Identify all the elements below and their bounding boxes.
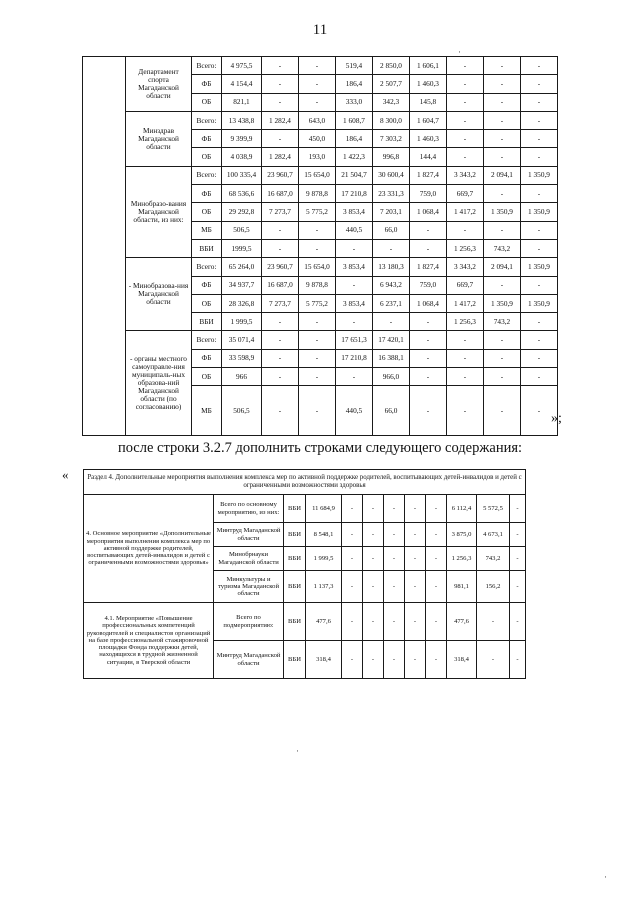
value-cell: - xyxy=(484,57,521,75)
value-cell: 2 507,7 xyxy=(373,75,410,93)
value-cell: 1 606,1 xyxy=(410,57,447,75)
executor-cell: Минкультуры и туризма Магаданской области xyxy=(214,571,284,603)
value-cell: - xyxy=(447,331,484,349)
value-cell: - xyxy=(484,276,521,294)
value-cell: - xyxy=(510,523,526,547)
value-cell: 1 350,9 xyxy=(521,203,558,221)
total-cell: 318,4 xyxy=(306,641,342,679)
value-cell: - xyxy=(373,239,410,257)
value-cell: - xyxy=(262,239,299,257)
value-cell: - xyxy=(299,75,336,93)
value-cell: 9 399,9 xyxy=(222,130,262,148)
value-cell: - xyxy=(484,368,521,386)
funding-source-cell: ОБ xyxy=(192,294,222,312)
value-cell: 1 350,9 xyxy=(521,258,558,276)
executor-cell: Минтруд Магаданской области xyxy=(214,641,284,679)
value-cell: - xyxy=(447,130,484,148)
table-row xyxy=(83,111,558,129)
value-cell: - xyxy=(477,641,510,679)
value-cell: 3 343,2 xyxy=(447,166,484,184)
value-cell: 4 975,5 xyxy=(222,57,262,75)
value-cell: - xyxy=(363,641,384,679)
value-cell: 4 154,4 xyxy=(222,75,262,93)
value-cell: 1 350,9 xyxy=(521,294,558,312)
value-cell: 17 651,3 xyxy=(336,331,373,349)
value-cell: 33 598,9 xyxy=(222,349,262,367)
value-cell: 506,5 xyxy=(222,386,262,436)
value-cell: - xyxy=(262,93,299,111)
value-cell: - xyxy=(405,603,426,641)
table-row xyxy=(83,331,558,349)
value-cell: 743,2 xyxy=(484,313,521,331)
value-cell: 759,0 xyxy=(410,185,447,203)
value-cell: 17 210,8 xyxy=(336,349,373,367)
value-cell: 6 943,2 xyxy=(373,276,410,294)
value-cell: - xyxy=(484,148,521,166)
value-cell: 3 853,4 xyxy=(336,203,373,221)
value-cell: 506,5 xyxy=(222,221,262,239)
funding-source-cell: МБ xyxy=(192,221,222,239)
scan-mark: · xyxy=(458,47,461,57)
value-cell: - xyxy=(384,523,405,547)
value-cell: 7 303,2 xyxy=(373,130,410,148)
value-cell: - xyxy=(342,571,363,603)
value-cell: 13 438,8 xyxy=(222,111,262,129)
total-cell: 1 137,3 xyxy=(306,571,342,603)
value-cell: 1 999,5 xyxy=(222,313,262,331)
value-cell: - xyxy=(363,571,384,603)
value-cell: - xyxy=(262,75,299,93)
value-cell: 1 422,3 xyxy=(336,148,373,166)
value-cell: 440,5 xyxy=(336,386,373,436)
value-cell: 4 673,1 xyxy=(477,523,510,547)
value-cell: - xyxy=(336,368,373,386)
value-cell: - xyxy=(363,547,384,571)
value-cell: - xyxy=(262,221,299,239)
value-cell: - xyxy=(262,130,299,148)
value-cell: 1 282,4 xyxy=(262,111,299,129)
value-cell: - xyxy=(342,523,363,547)
value-cell: 3 853,4 xyxy=(336,294,373,312)
value-cell: - xyxy=(426,641,447,679)
value-cell: - xyxy=(299,93,336,111)
value-cell: 1 068,4 xyxy=(410,294,447,312)
value-cell: 145,8 xyxy=(410,93,447,111)
value-cell: - xyxy=(384,495,405,523)
value-cell: 669,7 xyxy=(447,276,484,294)
value-cell: 2 094,1 xyxy=(484,166,521,184)
funding-source-cell: ФБ xyxy=(192,75,222,93)
value-cell: 186,4 xyxy=(336,130,373,148)
funding-source-cell: ОБ xyxy=(192,203,222,221)
funding-source-cell: МБ xyxy=(192,386,222,436)
value-cell: 759,0 xyxy=(410,276,447,294)
scan-mark: · xyxy=(296,746,299,756)
funding-source-cell: Всего: xyxy=(192,258,222,276)
funding-source-cell: ФБ xyxy=(192,185,222,203)
value-cell: 318,4 xyxy=(447,641,477,679)
value-cell: 1 350,9 xyxy=(521,166,558,184)
value-cell: - xyxy=(447,57,484,75)
value-cell: 66,0 xyxy=(373,386,410,436)
value-cell: 16 687,0 xyxy=(262,276,299,294)
measure-title-cell: 4.1. Мероприятие «Повышение профессиональных компетенций руководителей и специалистов организаций на базе профессиональной стажировочной площадки Фонда поддержки детей, находящихся в трудной жизненной ситуации, в Тверской области xyxy=(84,603,214,679)
value-cell: - xyxy=(299,386,336,436)
value-cell: 68 536,6 xyxy=(222,185,262,203)
value-cell: - xyxy=(521,239,558,257)
executor-cell: Департамент спорта Магаданской области xyxy=(126,57,192,112)
value-cell: 1 417,2 xyxy=(447,294,484,312)
value-cell: - xyxy=(373,313,410,331)
table-row xyxy=(83,258,558,276)
value-cell: - xyxy=(484,93,521,111)
value-cell: - xyxy=(426,571,447,603)
value-cell: - xyxy=(336,239,373,257)
value-cell: - xyxy=(484,185,521,203)
value-cell: 743,2 xyxy=(477,547,510,571)
total-cell: 477,6 xyxy=(306,603,342,641)
value-cell: 28 326,8 xyxy=(222,294,262,312)
executor-cell: Всего по основному мероприятию, из них: xyxy=(214,495,284,523)
value-cell: - xyxy=(521,75,558,93)
funding-source-cell: ВБИ xyxy=(284,603,306,641)
value-cell: 186,4 xyxy=(336,75,373,93)
value-cell: - xyxy=(299,239,336,257)
value-cell: 100 335,4 xyxy=(222,166,262,184)
value-cell: 1999,5 xyxy=(222,239,262,257)
value-cell: - xyxy=(384,571,405,603)
value-cell: - xyxy=(299,331,336,349)
value-cell: - xyxy=(521,313,558,331)
value-cell: 17 210,8 xyxy=(336,185,373,203)
measure-title-cell: 4. Основное мероприятие «Дополнительные мероприятия выполнения комплекса мер по активной поддержке родителей, воспитывающих детей-инвалидов и детей с ограниченными возможностями здоровья» xyxy=(84,495,214,603)
funding-source-cell: Всего: xyxy=(192,111,222,129)
value-cell: - xyxy=(342,603,363,641)
value-cell: - xyxy=(299,313,336,331)
value-cell: - xyxy=(405,641,426,679)
value-cell: - xyxy=(521,276,558,294)
insertion-sentence: после строки 3.2.7 дополнить строками следующего содержания: xyxy=(117,440,523,456)
value-cell: - xyxy=(405,495,426,523)
executor-cell: - Минобразова-ния Магаданской области xyxy=(126,258,192,331)
value-cell: - xyxy=(426,495,447,523)
value-cell: - xyxy=(384,547,405,571)
value-cell: 7 273,7 xyxy=(262,294,299,312)
value-cell: 1 256,3 xyxy=(447,313,484,331)
value-cell: - xyxy=(262,57,299,75)
value-cell: 743,2 xyxy=(484,239,521,257)
value-cell: 7 273,7 xyxy=(262,203,299,221)
value-cell: - xyxy=(521,111,558,129)
executor-cell: Минздрав Магаданской области xyxy=(126,111,192,166)
value-cell: - xyxy=(447,221,484,239)
value-cell: - xyxy=(447,349,484,367)
value-cell: - xyxy=(426,523,447,547)
funding-source-cell: ОБ xyxy=(192,148,222,166)
value-cell: 342,3 xyxy=(373,93,410,111)
value-cell: - xyxy=(510,641,526,679)
value-cell: - xyxy=(262,313,299,331)
value-cell: 144,4 xyxy=(410,148,447,166)
value-cell: 16 388,1 xyxy=(373,349,410,367)
funding-source-cell: ВБИ xyxy=(284,495,306,523)
value-cell: - xyxy=(410,221,447,239)
value-cell: - xyxy=(484,349,521,367)
page-number: 11 xyxy=(312,22,328,38)
funding-source-cell: ФБ xyxy=(192,130,222,148)
value-cell: - xyxy=(363,603,384,641)
value-cell: - xyxy=(299,57,336,75)
value-cell: 440,5 xyxy=(336,221,373,239)
value-cell: - xyxy=(299,368,336,386)
total-cell: 1 999,5 xyxy=(306,547,342,571)
value-cell: - xyxy=(510,547,526,571)
funding-source-cell: Всего: xyxy=(192,331,222,349)
value-cell: - xyxy=(410,386,447,436)
value-cell: - xyxy=(521,331,558,349)
value-cell: - xyxy=(447,386,484,436)
value-cell: - xyxy=(262,349,299,367)
value-cell: - xyxy=(299,221,336,239)
value-cell: 35 071,4 xyxy=(222,331,262,349)
value-cell: - xyxy=(342,641,363,679)
section-header: Раздел 4. Дополнительные мероприятия выполнения комплекса мер по активной поддержке родителей, воспитывающих детей-инвалидов и детей с ограниченными возможностями здоровья xyxy=(84,470,526,495)
value-cell: 193,0 xyxy=(299,148,336,166)
funding-source-cell: ВБИ xyxy=(192,239,222,257)
value-cell: - xyxy=(405,523,426,547)
value-cell: - xyxy=(363,495,384,523)
value-cell: 1 608,7 xyxy=(336,111,373,129)
value-cell: 1 350,9 xyxy=(484,294,521,312)
value-cell: 23 960,7 xyxy=(262,166,299,184)
value-cell: 1 068,4 xyxy=(410,203,447,221)
value-cell: 3 875,0 xyxy=(447,523,477,547)
value-cell: - xyxy=(521,221,558,239)
value-cell: 15 654,0 xyxy=(299,258,336,276)
value-cell: 8 300,0 xyxy=(373,111,410,129)
value-cell: 5 572,5 xyxy=(477,495,510,523)
funding-source-cell: ВБИ xyxy=(284,641,306,679)
value-cell: - xyxy=(336,276,373,294)
value-cell: - xyxy=(262,331,299,349)
value-cell: - xyxy=(405,571,426,603)
value-cell: - xyxy=(299,349,336,367)
funding-source-cell: ВБИ xyxy=(284,547,306,571)
value-cell: 643,0 xyxy=(299,111,336,129)
executor-cell: Минтруд Магаданской области xyxy=(214,523,284,547)
value-cell: 996,8 xyxy=(373,148,410,166)
value-cell: 3 343,2 xyxy=(447,258,484,276)
value-cell: 13 180,3 xyxy=(373,258,410,276)
value-cell: 23 960,7 xyxy=(262,258,299,276)
funding-source-cell: ФБ xyxy=(192,276,222,294)
value-cell: - xyxy=(484,75,521,93)
value-cell: 821,1 xyxy=(222,93,262,111)
value-cell: 1 460,3 xyxy=(410,130,447,148)
value-cell: 1 460,3 xyxy=(410,75,447,93)
value-cell: 9 878,8 xyxy=(299,276,336,294)
value-cell: - xyxy=(410,313,447,331)
value-cell: - xyxy=(447,368,484,386)
value-cell: - xyxy=(410,349,447,367)
value-cell: - xyxy=(510,571,526,603)
value-cell: - xyxy=(447,93,484,111)
value-cell: - xyxy=(484,111,521,129)
value-cell: - xyxy=(426,603,447,641)
funding-source-cell: ОБ xyxy=(192,368,222,386)
value-cell: - xyxy=(521,57,558,75)
value-cell: - xyxy=(447,111,484,129)
value-cell: - xyxy=(510,603,526,641)
value-cell: - xyxy=(363,523,384,547)
funding-source-cell: Всего: xyxy=(192,166,222,184)
value-cell: - xyxy=(521,386,558,436)
value-cell: 6 237,1 xyxy=(373,294,410,312)
value-cell: - xyxy=(521,93,558,111)
value-cell: 65 264,0 xyxy=(222,258,262,276)
value-cell: 21 504,7 xyxy=(336,166,373,184)
section-4-table xyxy=(83,469,526,679)
value-cell: - xyxy=(262,368,299,386)
value-cell: - xyxy=(410,239,447,257)
value-cell: 15 654,0 xyxy=(299,166,336,184)
executor-cell: Минобразо-вания Магаданской области, из них: xyxy=(126,166,192,257)
value-cell: 981,1 xyxy=(447,571,477,603)
value-cell: - xyxy=(410,331,447,349)
opening-quote: « xyxy=(62,467,69,482)
value-cell: - xyxy=(384,603,405,641)
value-cell: 477,6 xyxy=(447,603,477,641)
funding-source-cell: ВБИ xyxy=(284,523,306,547)
value-cell: - xyxy=(510,495,526,523)
value-cell: - xyxy=(484,386,521,436)
value-cell: - xyxy=(484,331,521,349)
value-cell: 669,7 xyxy=(447,185,484,203)
value-cell: 333,0 xyxy=(336,93,373,111)
value-cell: 1 604,7 xyxy=(410,111,447,129)
value-cell: - xyxy=(477,603,510,641)
executor-cell: - органы местного самоуправле-ния муниципаль-ных образова-ний Магаданской области (по согласованию) xyxy=(126,331,192,436)
value-cell: - xyxy=(447,148,484,166)
value-cell: 1 350,9 xyxy=(484,203,521,221)
value-cell: 1 827,4 xyxy=(410,166,447,184)
value-cell: 30 600,4 xyxy=(373,166,410,184)
funding-source-cell: ВБИ xyxy=(192,313,222,331)
value-cell: 17 420,1 xyxy=(373,331,410,349)
value-cell: 5 775,2 xyxy=(299,294,336,312)
funding-source-cell: ФБ xyxy=(192,349,222,367)
total-cell: 11 684,9 xyxy=(306,495,342,523)
table-row xyxy=(84,603,526,641)
value-cell: 9 878,8 xyxy=(299,185,336,203)
total-cell: 8 548,1 xyxy=(306,523,342,547)
table-row xyxy=(83,57,558,75)
value-cell: 966 xyxy=(222,368,262,386)
table-row xyxy=(83,166,558,184)
left-empty-cell xyxy=(83,57,126,436)
value-cell: 23 331,3 xyxy=(373,185,410,203)
funding-source-cell: ВБИ xyxy=(284,571,306,603)
value-cell: 1 417,2 xyxy=(447,203,484,221)
closing-quote: »; xyxy=(551,411,562,426)
executor-cell: Минобрнауки Магаданской области xyxy=(214,547,284,571)
value-cell: - xyxy=(410,368,447,386)
value-cell: 2 850,0 xyxy=(373,57,410,75)
table-row xyxy=(84,495,526,523)
value-cell: 1 827,4 xyxy=(410,258,447,276)
value-cell: 1 282,4 xyxy=(262,148,299,166)
value-cell: - xyxy=(342,547,363,571)
value-cell: - xyxy=(521,349,558,367)
budget-table-continuation xyxy=(82,56,558,436)
value-cell: 450,0 xyxy=(299,130,336,148)
value-cell: - xyxy=(521,185,558,203)
value-cell: - xyxy=(521,148,558,166)
value-cell: - xyxy=(336,313,373,331)
value-cell: - xyxy=(484,130,521,148)
value-cell: 3 853,4 xyxy=(336,258,373,276)
value-cell: - xyxy=(262,386,299,436)
value-cell: 966,0 xyxy=(373,368,410,386)
value-cell: 2 094,1 xyxy=(484,258,521,276)
value-cell: 1 256,3 xyxy=(447,239,484,257)
value-cell: 6 112,4 xyxy=(447,495,477,523)
value-cell: 1 256,3 xyxy=(447,547,477,571)
value-cell: - xyxy=(405,547,426,571)
value-cell: - xyxy=(521,130,558,148)
value-cell: 16 687,0 xyxy=(262,185,299,203)
funding-source-cell: ОБ xyxy=(192,93,222,111)
value-cell: 29 292,8 xyxy=(222,203,262,221)
scan-mark: · xyxy=(604,872,607,882)
value-cell: - xyxy=(384,641,405,679)
value-cell: - xyxy=(426,547,447,571)
value-cell: - xyxy=(447,75,484,93)
value-cell: 7 203,1 xyxy=(373,203,410,221)
value-cell: 34 937,7 xyxy=(222,276,262,294)
executor-cell: Всего по подмероприятию: xyxy=(214,603,284,641)
value-cell: 4 038,9 xyxy=(222,148,262,166)
value-cell: - xyxy=(484,221,521,239)
value-cell: 5 775,2 xyxy=(299,203,336,221)
value-cell: - xyxy=(342,495,363,523)
value-cell: 519,4 xyxy=(336,57,373,75)
funding-source-cell: Всего: xyxy=(192,57,222,75)
value-cell: 66,0 xyxy=(373,221,410,239)
value-cell: 156,2 xyxy=(477,571,510,603)
value-cell: - xyxy=(521,368,558,386)
